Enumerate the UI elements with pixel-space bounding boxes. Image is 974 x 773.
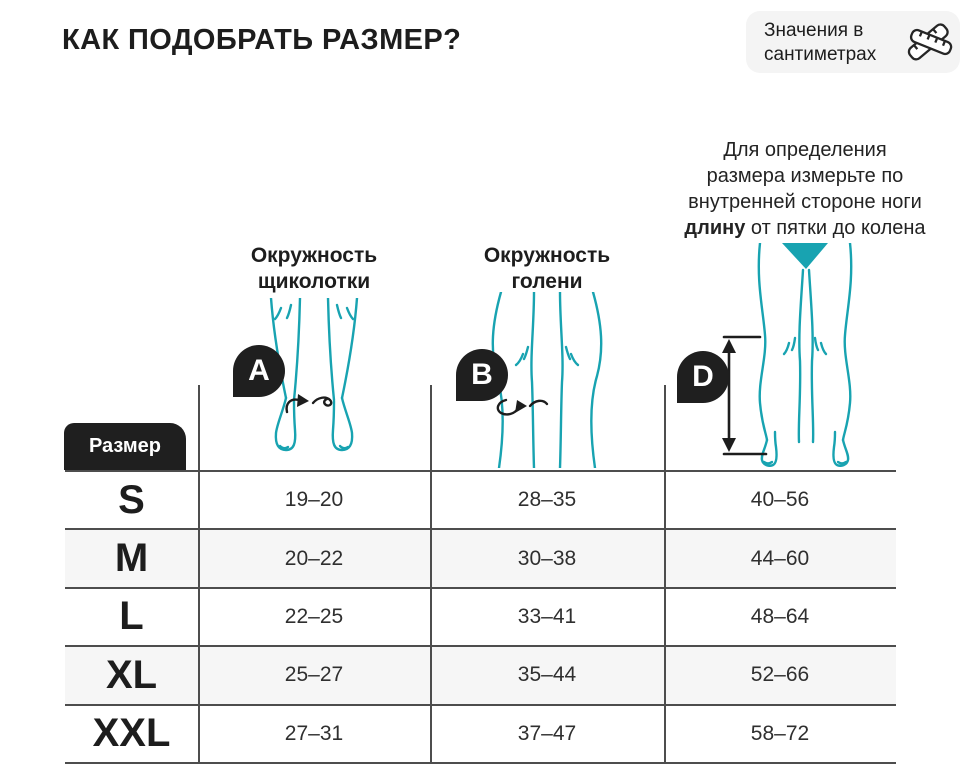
calf-header-line1: Окружность xyxy=(483,244,611,267)
units-badge-text xyxy=(764,19,876,67)
column-separator xyxy=(664,385,666,762)
length-cell: 48–64 xyxy=(750,604,810,628)
calf-cell: 33–41 xyxy=(517,604,577,628)
instruction-bold-word: длину xyxy=(684,217,746,239)
size-cell: L xyxy=(119,594,144,639)
column-header-ankle xyxy=(204,243,424,295)
column-separator xyxy=(198,385,200,762)
column-separator xyxy=(430,385,432,762)
wrap-arrow-icon xyxy=(283,390,335,423)
length-cell: 58–72 xyxy=(750,721,810,745)
ankle-header-line1: Окружность xyxy=(250,244,378,267)
measure-instruction xyxy=(635,137,974,241)
calf-header-line2: голени xyxy=(511,270,583,293)
ankle-cell: 19–20 xyxy=(284,488,344,512)
marker-a-badge: A xyxy=(233,345,285,397)
size-header-tab xyxy=(64,423,186,470)
units-badge-line2: сантиметрах xyxy=(764,44,877,65)
calf-cell: 37–47 xyxy=(517,721,577,745)
units-badge xyxy=(746,11,960,73)
size-cell: S xyxy=(118,477,145,522)
marker-b-badge: B xyxy=(456,349,508,401)
calf-cell: 30–38 xyxy=(517,546,577,570)
table-row xyxy=(65,587,896,645)
table-row xyxy=(65,528,896,586)
size-table xyxy=(65,470,896,764)
ankle-cell: 22–25 xyxy=(284,604,344,628)
ankle-cell: 25–27 xyxy=(284,663,344,687)
instruction-line3: внутренней стороне ноги xyxy=(688,191,922,213)
size-cell: XXL xyxy=(92,711,171,756)
calf-cell: 28–35 xyxy=(517,488,577,512)
ruler-icon xyxy=(904,15,954,74)
ankle-header-line2: щиколотки xyxy=(257,270,371,293)
size-cell: XL xyxy=(105,652,158,697)
length-cell: 40–56 xyxy=(750,488,810,512)
instruction-line1: Для определения xyxy=(723,139,887,161)
size-cell: M xyxy=(114,536,149,581)
marker-d-badge: D xyxy=(677,351,729,403)
calf-cell: 35–44 xyxy=(517,663,577,687)
wrap-arrow-icon xyxy=(494,393,552,428)
units-badge-line1: Значения в xyxy=(764,20,864,41)
page-title: КАК ПОДОБРАТЬ РАЗМЕР? xyxy=(62,24,462,56)
column-header-calf xyxy=(437,243,657,295)
ankle-cell: 27–31 xyxy=(284,721,344,745)
ankle-cell: 20–22 xyxy=(284,546,344,570)
length-cell: 44–60 xyxy=(750,546,810,570)
length-cell: 52–66 xyxy=(750,663,810,687)
table-row xyxy=(65,645,896,703)
size-header-label: Размер xyxy=(88,435,162,457)
instruction-line4-rest: от пятки до колена xyxy=(750,217,926,239)
table-row xyxy=(65,470,896,528)
instruction-line2: размера измерьте по xyxy=(706,165,904,187)
table-row xyxy=(65,704,896,762)
instruction-line4 xyxy=(635,215,974,241)
